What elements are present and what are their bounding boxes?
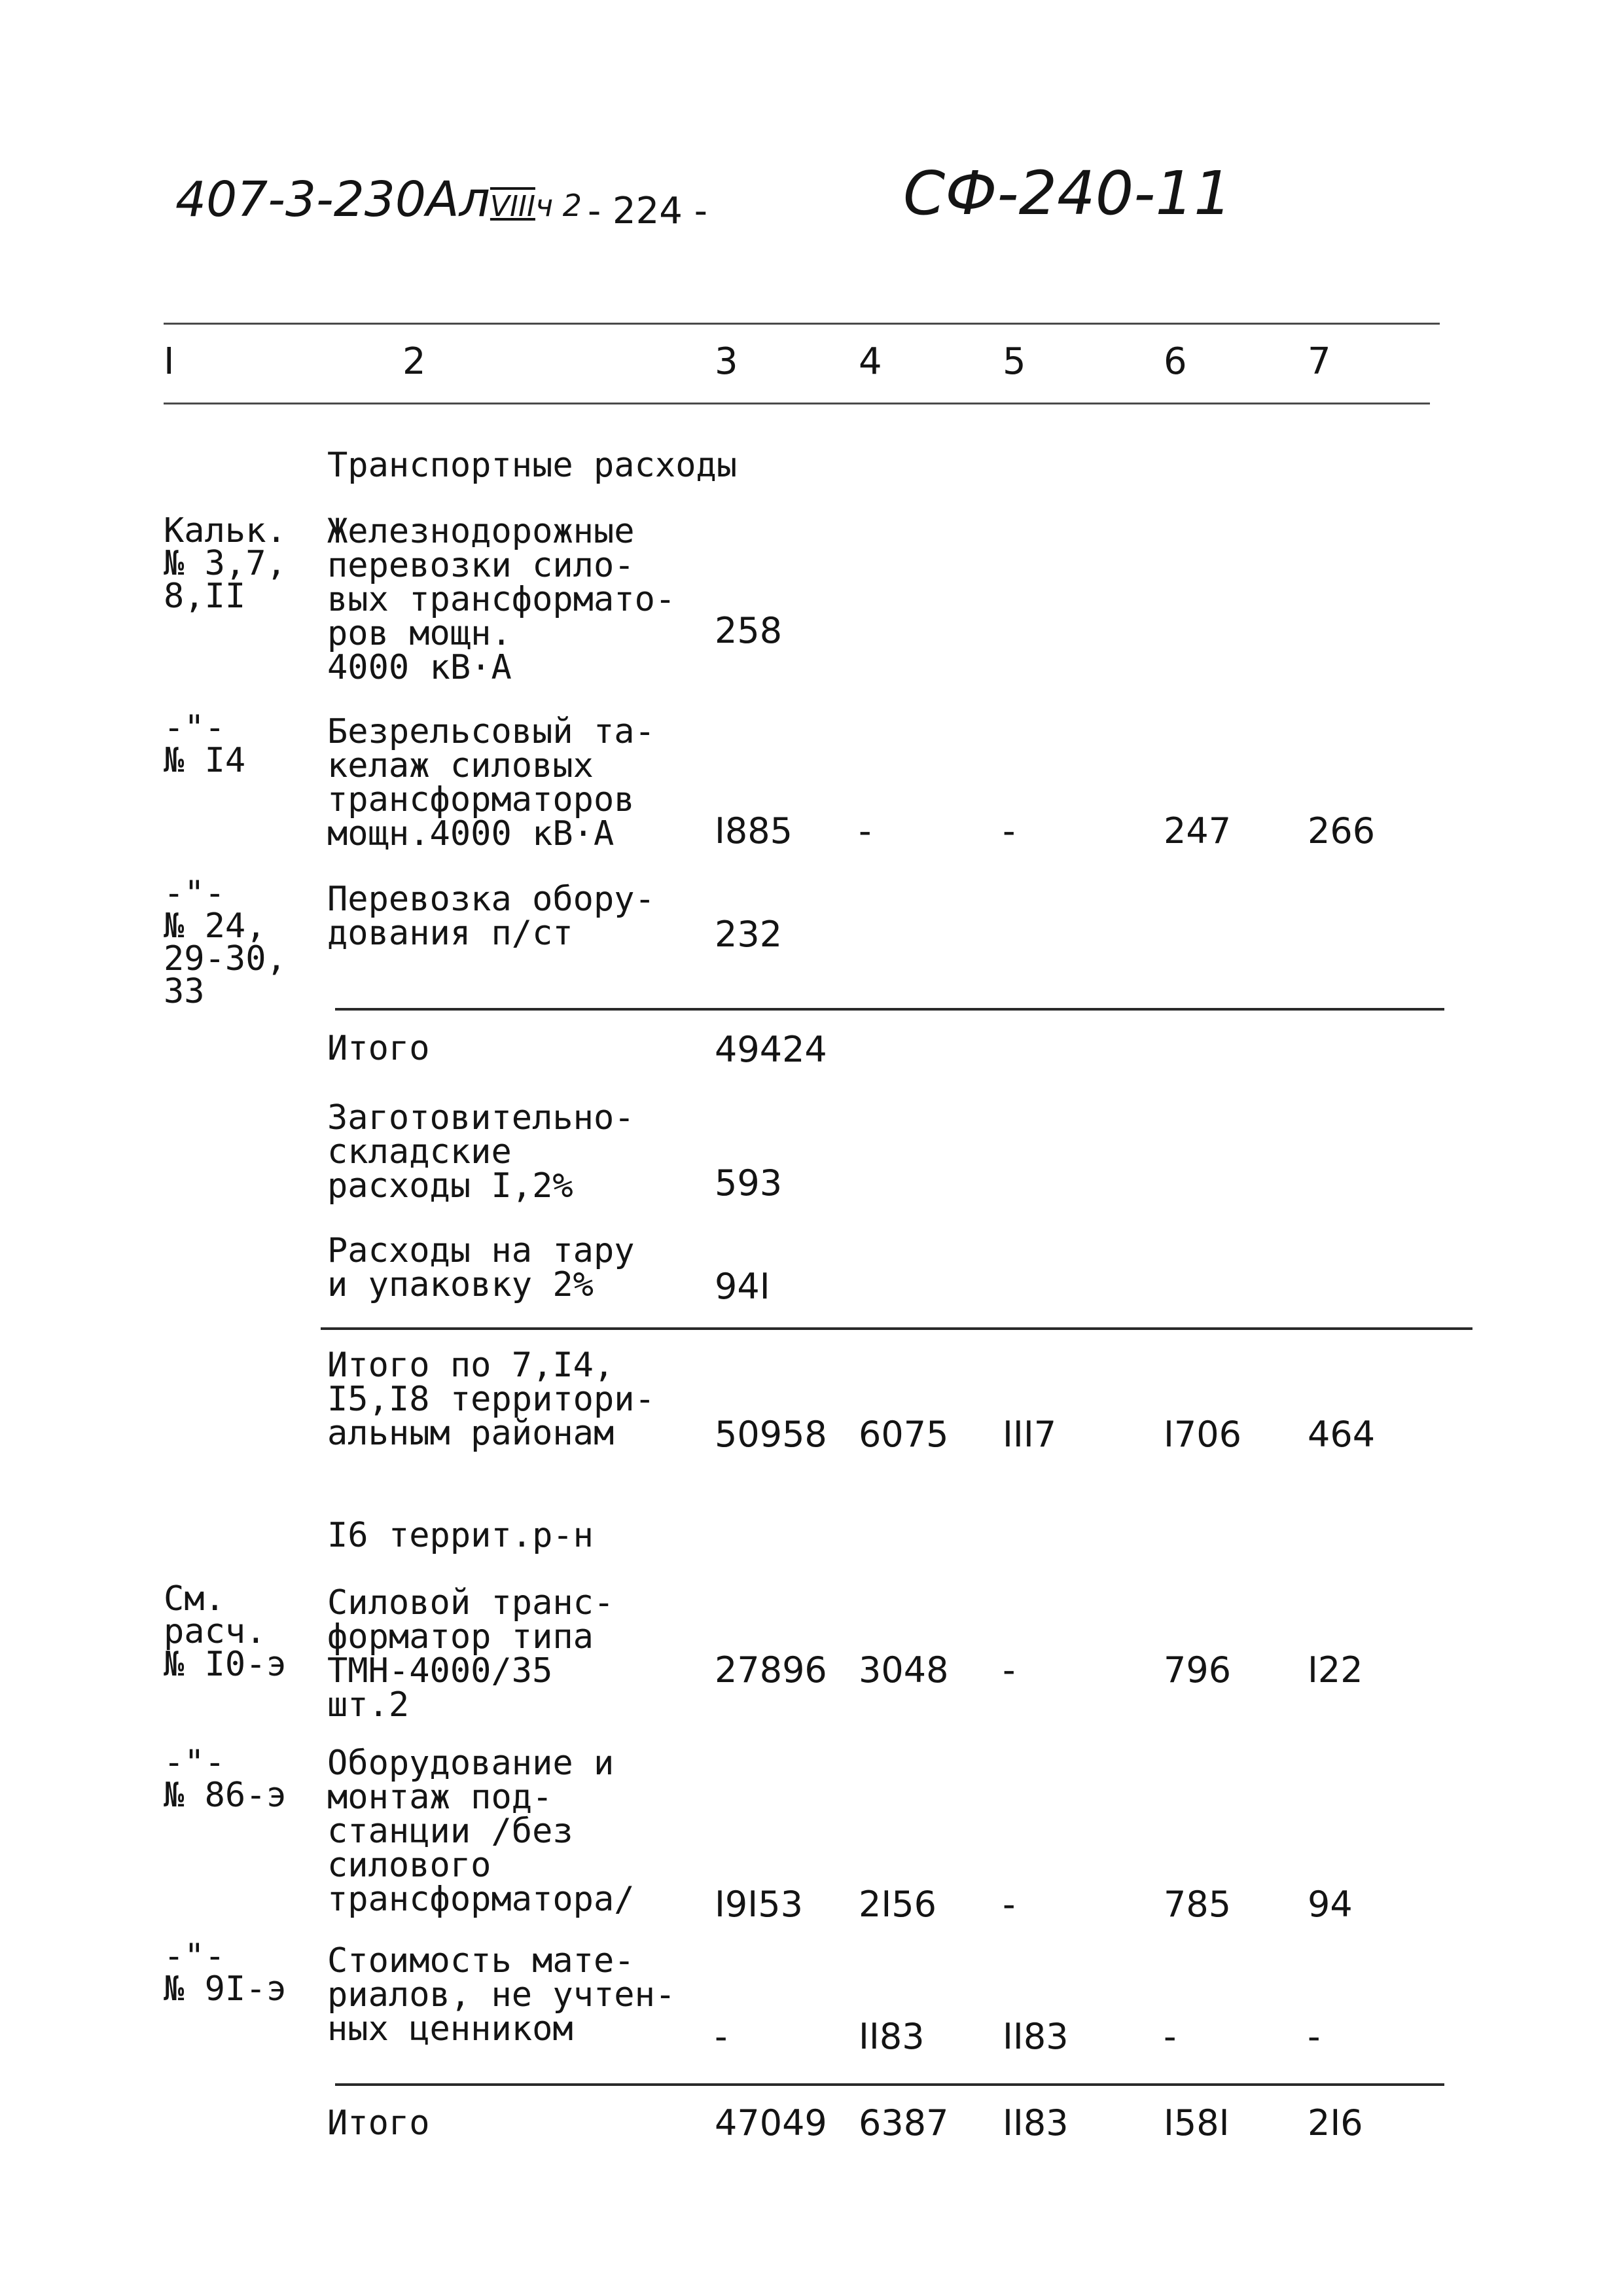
row-ref: См. расч. № I0-э [164,1579,287,1684]
row-col7: - [1308,2016,1321,2057]
row-col6: 796 [1164,1649,1232,1691]
section-title-region: I6 террит.р-н [327,1516,594,1555]
final-total-col5: II83 [1003,2102,1069,2144]
col-header-2: 2 [402,340,426,383]
row-description: Заготовительно- складские расходы I,2% [327,1098,635,1206]
total-col4: 6075 [859,1414,949,1455]
final-total-col4: 6387 [859,2102,949,2144]
section-title-transport: Транспортные расходы [327,446,738,485]
final-total-col6: I58I [1164,2102,1230,2144]
final-total-col7: 2I6 [1308,2102,1363,2144]
subtotal-label: Итого [327,1029,430,1068]
col-header-4: 4 [859,340,882,383]
doc-code-main: 407-3-230Ал [175,171,490,228]
total-description: Итого по 7,I4, I5,I8 территори- альным районам [327,1346,655,1453]
row-col4: II83 [859,2016,925,2057]
subtotal-rule [335,1008,1444,1011]
row-col3: I885 [715,810,793,852]
row-description: Стоимость мате- риалов, не учтен- ных ценником [327,1941,676,2049]
row-description: Оборудование и монтаж под- станции /без силового трансформатора/ [327,1744,635,1919]
row-ref: Кальк. № 3,7, 8,II [164,511,287,616]
total-col7: 464 [1308,1414,1376,1455]
row-col3: - [715,2016,728,2057]
row-ref: -"- № 9I-э [164,1937,287,2009]
row-col4: 3048 [859,1649,949,1691]
sheet-code: СФ-240-11 [903,158,1232,228]
row-description: Расходы на тару и упаковку 2% [327,1231,635,1304]
row-description: Перевозка обору- дования п/ст [327,880,655,953]
row-description: Железнодорожные перевозки сило- вых трансформато- ров мощн. 4000 кВ·А [327,512,676,687]
final-total-label: Итого [327,2104,430,2143]
header-bottom-rule [164,403,1430,404]
row-col4: - [859,810,872,852]
row-col4: 2I56 [859,1884,936,1925]
final-total-rule [335,2083,1444,2086]
total-col5: III7 [1003,1414,1057,1455]
col-header-6: 6 [1164,340,1187,383]
col-header-3: 3 [715,340,738,383]
row-ref: -"- № 86-э [164,1743,287,1815]
col-header-1: I [164,340,175,383]
row-col5: - [1003,810,1016,852]
final-total-col3: 47049 [715,2102,827,2144]
row-col7: 266 [1308,810,1376,852]
row-col3: 593 [715,1162,783,1204]
doc-part: ч 2 [535,188,582,223]
row-ref: -"- № I4 [164,708,246,780]
row-col5: - [1003,1649,1016,1691]
subtotal-col3: 49424 [715,1029,827,1070]
total-rule [321,1327,1472,1330]
page-number: - 224 - [588,190,707,232]
doc-code [175,171,582,228]
row-col3: 94I [715,1266,770,1307]
row-col6: 247 [1164,810,1232,852]
col-header-7: 7 [1308,340,1331,383]
row-col7: 94 [1308,1884,1353,1925]
row-description: Безрельсовый та- келаж силовых трансформаторов мощн.4000 кВ·А [327,712,655,853]
total-col6: I706 [1164,1414,1241,1455]
row-description: Силовой транс- форматор типа ТМН-4000/35 шт.2 [327,1583,615,1725]
row-col3: I9I53 [715,1884,803,1925]
col-header-5: 5 [1003,340,1026,383]
row-col6: - [1164,2016,1177,2057]
row-col3: 232 [715,914,783,955]
row-col5: - [1003,1884,1016,1925]
row-col3: 27896 [715,1649,827,1691]
row-ref: -"- № 24, 29-30, 33 [164,874,287,1011]
row-col6: 785 [1164,1884,1232,1925]
doc-album: VIII [490,190,535,223]
row-col5: II83 [1003,2016,1069,2057]
header-top-rule [164,323,1440,325]
total-col3: 50958 [715,1414,827,1455]
row-col7: I22 [1308,1649,1363,1691]
row-col3: 258 [715,610,783,651]
